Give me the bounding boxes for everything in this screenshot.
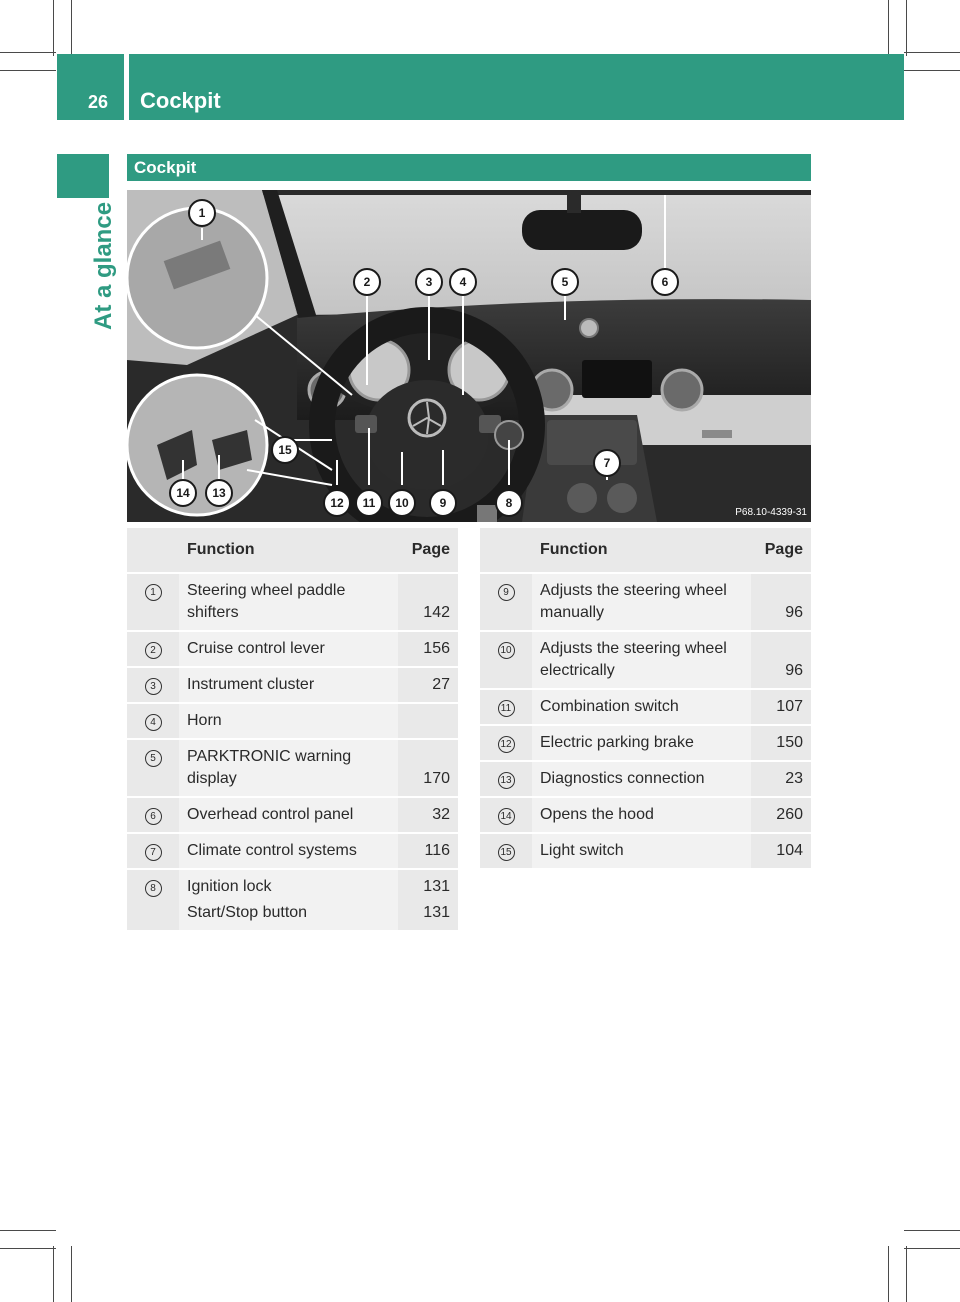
- crop-mark: [0, 1248, 56, 1249]
- marker-circle: 4: [145, 714, 162, 731]
- callout-label-8: 8: [505, 496, 513, 510]
- crop-mark: [888, 0, 889, 56]
- header-divider: [124, 54, 129, 120]
- crop-mark: [0, 70, 56, 71]
- crop-mark: [53, 1246, 54, 1302]
- function-text: Opens the hood: [532, 797, 751, 833]
- function-text: Adjusts the steering wheel manually: [532, 573, 751, 631]
- page-ref: [398, 703, 458, 739]
- table-row: [127, 667, 458, 703]
- marker-circle: 7: [145, 844, 162, 861]
- callout-label-15: 15: [278, 443, 292, 457]
- crop-mark: [906, 1246, 907, 1302]
- marker-circle: 15: [498, 844, 515, 861]
- crop-mark: [906, 0, 907, 56]
- crop-mark: [53, 0, 54, 56]
- crop-mark: [0, 52, 56, 53]
- side-tab: [57, 154, 109, 198]
- table-header-row: [480, 528, 811, 573]
- marker-circle: 8: [145, 880, 162, 897]
- crop-mark: [71, 0, 72, 56]
- marker-circle: 3: [145, 678, 162, 695]
- marker-circle: 6: [145, 808, 162, 825]
- function-text: Steering wheel paddle shifters: [179, 573, 398, 631]
- callout-label-13: 13: [212, 486, 226, 500]
- page-ref: 156: [398, 631, 458, 667]
- function-table-left: [127, 528, 458, 932]
- table-header-function: Function: [532, 528, 751, 573]
- figure-code: P68.10-4339-31: [735, 507, 807, 518]
- callout-label-6: 6: [661, 275, 669, 289]
- page-ref-secondary: 131: [423, 904, 450, 921]
- callout-label-2: 2: [363, 275, 371, 289]
- marker-circle: 5: [145, 750, 162, 767]
- marker-circle: 13: [498, 772, 515, 789]
- table-row: [127, 573, 458, 631]
- table-row: [480, 573, 811, 631]
- function-text: Climate control systems: [179, 833, 398, 869]
- table-row: [480, 761, 811, 797]
- table-row: [127, 739, 458, 797]
- table-header-marker: [480, 528, 532, 573]
- section-title: Cockpit: [134, 158, 197, 177]
- table-row: [127, 833, 458, 869]
- table-row: [480, 833, 811, 869]
- function-text: Diagnostics connection: [532, 761, 751, 797]
- table-header-page: Page: [751, 528, 811, 573]
- table-row: [480, 631, 811, 689]
- callout-label-14: 14: [176, 486, 190, 500]
- section-heading-bar: [127, 154, 811, 181]
- chapter-label: At a glance: [90, 201, 117, 330]
- crop-mark: [888, 1246, 889, 1302]
- crop-mark: [904, 52, 960, 53]
- function-text: Overhead control panel: [179, 797, 398, 833]
- table-header-function: Function: [179, 528, 398, 573]
- marker-circle: 9: [498, 584, 515, 601]
- callout-label-10: 10: [395, 496, 409, 510]
- page-ref: 104: [751, 833, 811, 869]
- callout-label-12: 12: [330, 496, 344, 510]
- crop-mark: [904, 1230, 960, 1231]
- callout-label-1: 1: [198, 206, 206, 220]
- function-text: PARKTRONIC warning display: [179, 739, 398, 797]
- callout-label-11: 11: [362, 496, 376, 510]
- callout-label-7: 7: [603, 456, 611, 470]
- page-ref: 96: [751, 573, 811, 631]
- page-ref: 150: [751, 725, 811, 761]
- function-text: Cruise control lever: [179, 631, 398, 667]
- page-ref: 170: [398, 739, 458, 797]
- marker-circle: 11: [498, 700, 515, 717]
- table-header-marker: [127, 528, 179, 573]
- page-number: 26: [88, 92, 109, 112]
- crop-mark: [904, 70, 960, 71]
- table-row: [480, 725, 811, 761]
- function-table-right: [480, 528, 811, 870]
- crop-mark: [0, 1230, 56, 1231]
- table-row: [127, 631, 458, 667]
- table-row: [480, 797, 811, 833]
- page-ref: 32: [398, 797, 458, 833]
- marker-circle: 1: [145, 584, 162, 601]
- page-ref: 116: [398, 833, 458, 869]
- table-row: [480, 689, 811, 725]
- function-text: Horn: [179, 703, 398, 739]
- page-ref: 260: [751, 797, 811, 833]
- callout-label-5: 5: [561, 275, 569, 289]
- crop-mark: [71, 1246, 72, 1302]
- callout-label-9: 9: [439, 496, 447, 510]
- function-text-secondary: Start/Stop button: [187, 904, 308, 921]
- function-text: Ignition lock: [187, 878, 272, 895]
- callout-label-4: 4: [459, 275, 467, 289]
- function-text: Light switch: [532, 833, 751, 869]
- page-ref: 107: [751, 689, 811, 725]
- table-header-row: [127, 528, 458, 573]
- callout-label-3: 3: [425, 275, 433, 289]
- marker-circle: 12: [498, 736, 515, 753]
- table-header-page: Page: [398, 528, 458, 573]
- table-row: [127, 869, 458, 931]
- cockpit-photo: [127, 190, 811, 522]
- table-row: [127, 797, 458, 833]
- function-text: Instrument cluster: [179, 667, 398, 703]
- function-text: Combination switch: [532, 689, 751, 725]
- page-ref: 131: [423, 878, 450, 895]
- crop-mark: [904, 1248, 960, 1249]
- function-text: Electric parking brake: [532, 725, 751, 761]
- page-title: Cockpit: [140, 88, 221, 113]
- function-text: Adjusts the steering wheel electrically: [532, 631, 751, 689]
- marker-circle: 14: [498, 808, 515, 825]
- marker-circle: 2: [145, 642, 162, 659]
- page-ref: 96: [751, 631, 811, 689]
- page-ref: 27: [398, 667, 458, 703]
- table-row: [127, 703, 458, 739]
- marker-circle: 10: [498, 642, 515, 659]
- page-ref: 142: [398, 573, 458, 631]
- page-ref: 23: [751, 761, 811, 797]
